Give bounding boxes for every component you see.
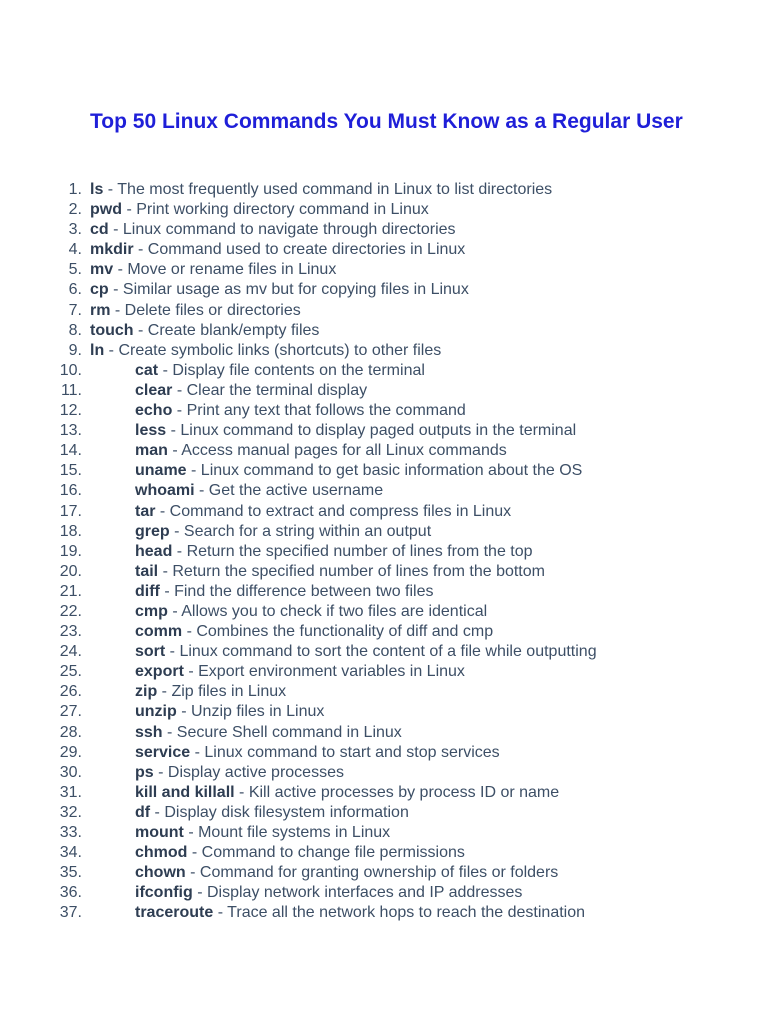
command-name: unzip [135,703,177,721]
item-number: 25. [59,663,82,681]
command-description: - Print any text that follows the command [172,402,466,420]
list-item [0,200,768,220]
command-description: - Allows you to check if two files are identical [167,602,488,620]
list-item [0,662,768,682]
command-name: cp [90,281,109,299]
list-item [0,622,768,642]
list-item [0,220,768,240]
command-name: whoami [135,482,195,500]
list-item [0,321,768,341]
command-name: mount [135,824,184,841]
list-item [0,381,768,401]
item-number: 4. [68,241,82,259]
command-name: tail [135,562,159,580]
command-description: - Get the active username [194,482,384,500]
command-description: - Search for a string within an output [169,522,432,540]
list-item [0,421,768,441]
command-description: - Clear the terminal display [172,381,368,399]
list-item [0,863,768,883]
item-number: 16. [59,482,82,500]
list-item [0,702,768,722]
list-item [0,502,768,522]
list-item [0,461,768,481]
list-item [0,903,768,923]
list-item [0,562,768,582]
item-number: 37. [59,904,82,922]
command-description: - Command to change file permissions [187,844,465,862]
item-number: 30. [59,763,82,781]
command-description: - Return the specified number of lines from the bottom [158,562,545,580]
command-name: zip [135,683,158,701]
command-name: cat [135,361,159,379]
list-item [0,260,768,280]
list-item [0,481,768,501]
list-item [0,180,768,200]
command-name: mv [90,261,114,279]
list-item [0,743,768,763]
command-name: df [135,803,151,821]
list-item [0,441,768,461]
command-name: grep [135,522,170,540]
list-item [0,341,768,361]
list-item [0,823,768,843]
item-number: 9. [68,341,82,359]
item-number: 3. [68,221,82,239]
item-number: 15. [59,462,82,480]
item-number: 13. [59,422,82,440]
list-item [0,240,768,260]
command-name: chown [135,864,186,882]
list-item [0,301,768,321]
command-description: - Create blank/empty files [133,321,320,339]
command-description: - Linux command to get basic information about the OS [186,462,583,480]
item-number: 10. [59,361,82,379]
item-number: 1. [68,181,82,198]
item-number: 5. [68,261,82,279]
item-number: 20. [59,562,82,580]
command-description: - Secure Shell command in Linux [162,723,402,741]
command-list [0,180,768,923]
command-name: cmp [135,602,168,620]
command-name: clear [135,381,173,399]
command-description: - Display network interfaces and IP addresses [192,884,523,902]
command-name: pwd [90,201,122,219]
list-item [0,582,768,602]
command-description: - Command to extract and compress files in Linux [155,502,512,520]
item-number: 29. [59,743,82,761]
list-item [0,682,768,702]
item-number: 21. [59,582,82,600]
item-number: 2. [68,201,82,219]
item-number: 32. [59,803,82,821]
list-item [0,783,768,803]
command-description: - Command for granting ownership of files or folders [185,864,559,882]
command-description: - The most frequently used command in Linux to list directories [103,181,553,198]
item-number: 12. [59,402,82,420]
item-number: 6. [68,281,82,299]
command-description: - Display file contents on the terminal [158,361,425,379]
command-description: - Linux command to start and stop services [190,743,500,761]
command-description: - Export environment variables in Linux [183,663,465,681]
command-description: - Zip files in Linux [157,683,287,701]
command-name: sort [135,643,166,661]
item-number: 14. [59,442,82,460]
item-number: 27. [59,703,82,721]
command-description: - Linux command to display paged outputs in the terminal [166,422,577,440]
item-number: 19. [59,542,82,560]
command-description: - Linux command to sort the content of a file while outputting [165,643,597,661]
command-description: - Combines the functionality of diff and cmp [182,623,494,641]
command-name: tar [135,502,156,520]
command-name: traceroute [135,904,214,922]
item-number: 23. [59,623,82,641]
item-number: 33. [59,824,82,841]
command-name: export [135,663,184,681]
command-name: head [135,542,173,560]
command-name: echo [135,402,173,420]
command-description: - Trace all the network hops to reach the destination [213,904,586,922]
command-name: ifconfig [135,884,193,902]
command-description: - Print working directory command in Linux [122,201,429,219]
command-description: - Return the specified number of lines from the top [172,542,533,560]
command-description: - Linux command to navigate through directories [108,221,456,239]
list-item [0,642,768,662]
command-description: - Similar usage as mv but for copying files in Linux [108,281,469,299]
page-title: Top 50 Linux Commands You Must Know as a Regular User [90,110,683,133]
item-number: 35. [59,864,82,882]
list-item [0,723,768,743]
list-item [0,361,768,381]
command-description: - Unzip files in Linux [176,703,325,721]
item-number: 17. [59,502,82,520]
list-item [0,522,768,542]
command-name: ssh [135,723,163,741]
item-number: 36. [59,884,82,902]
command-description: - Find the difference between two files [159,582,434,600]
list-item [0,803,768,823]
list-item [0,401,768,421]
list-item [0,843,768,863]
command-name: diff [135,582,160,600]
item-number: 18. [59,522,82,540]
command-description: - Create symbolic links (shortcuts) to other files [104,341,442,359]
command-description: - Mount file systems in Linux [183,824,391,841]
command-name: touch [90,321,134,339]
list-item [0,602,768,622]
command-name: kill and killall [135,783,235,801]
item-number: 7. [68,301,82,319]
command-description: - Delete files or directories [110,301,301,319]
list-item [0,280,768,300]
command-name: rm [90,301,111,319]
list-item [0,542,768,562]
item-number: 34. [59,844,82,862]
command-description: - Move or rename files in Linux [113,261,337,279]
command-name: comm [135,623,183,641]
command-name: mkdir [90,241,134,259]
command-name: uname [135,462,187,480]
command-name: cd [90,221,109,239]
item-number: 28. [59,723,82,741]
command-description: - Display disk filesystem information [150,803,409,821]
command-description: - Display active processes [153,763,344,781]
list-item [0,763,768,783]
command-description: - Kill active processes by process ID or name [234,783,560,801]
command-name: man [135,442,168,460]
command-name: ls [90,181,104,198]
command-name: ps [135,763,154,781]
command-name: service [135,743,191,761]
command-name: ln [90,341,105,359]
command-description: - Access manual pages for all Linux commands [167,442,507,460]
item-number: 26. [59,683,82,701]
command-description: - Command used to create directories in Linux [133,241,466,259]
item-number: 22. [59,602,82,620]
item-number: 8. [68,321,82,339]
command-name: chmod [135,844,188,862]
list-item [0,883,768,903]
item-number: 31. [59,783,82,801]
item-number: 24. [59,643,82,661]
item-number: 11. [60,381,82,399]
command-name: less [135,422,167,440]
